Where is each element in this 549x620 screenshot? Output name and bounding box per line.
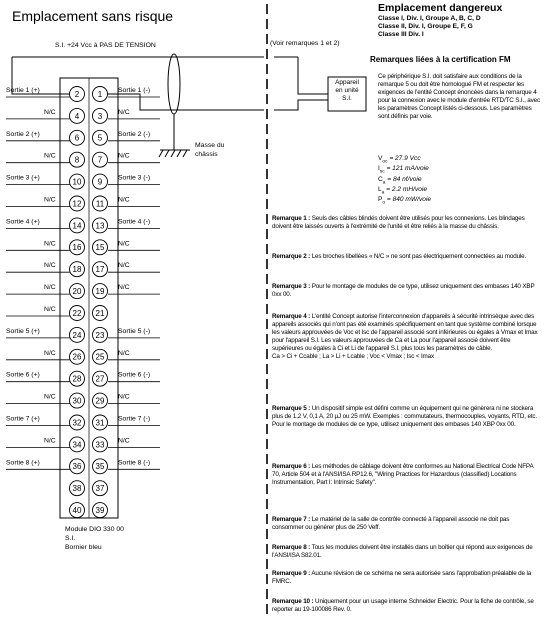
fm-parameter: $C_a = 84$ nf/voie (378, 175, 422, 185)
right-terminal-label: Sortie 5 (-) (118, 327, 151, 335)
remark-3: Remarque 3 : Pour le montage de modules de ce type, utilisez uniquement des embases 140 XBP 0xx 00. (272, 283, 535, 299)
terminal-number-25: 25 (95, 352, 105, 362)
right-terminal-label: Sortie 8 (-) (118, 459, 151, 467)
terminal-number-9: 9 (97, 177, 103, 187)
terminal-number-22: 22 (72, 308, 82, 318)
left-terminal-label: N/C (44, 306, 56, 313)
terminal-number-32: 32 (72, 418, 82, 428)
terminal-number-36: 36 (72, 462, 82, 472)
ground-label: Masse du châssis (195, 142, 225, 158)
terminal-number-38: 38 (72, 484, 82, 494)
left-terminal-label: N/C (44, 152, 56, 160)
terminal-number-37: 37 (95, 484, 105, 494)
left-terminal-label: N/C (44, 393, 56, 401)
left-terminal-label: Sortie 8 (+) (6, 459, 40, 467)
terminal-number-10: 10 (72, 177, 82, 187)
right-terminal-label: Sortie 2 (-) (118, 130, 151, 138)
class-line-1: Classe I, Div. I, Groupe A, B, C, D (378, 15, 481, 22)
remark-8: Remarque 8 : Tous les modules doivent être installés dans un boîtier qui répond aux exigences de l'ANSI/ISA S82.01. (272, 544, 533, 560)
see-notes-label: (Voir remarques 1 et 2) (270, 40, 340, 47)
right-terminal-label: N/C (118, 437, 130, 445)
module-label: Module DIO 330 00 (65, 526, 124, 533)
terminal-number-11: 11 (95, 199, 105, 209)
right-terminal-label: Sortie 3 (-) (118, 174, 151, 182)
remark-7: Remarque 7 : Le matériel de la salle de contrôle connecté à l'appareil associé ne doit pas consommer ou générer plus de 250 Veff. (272, 516, 510, 532)
terminal-number-20: 20 (72, 287, 82, 296)
terminal-number-15: 15 (95, 243, 105, 253)
right-terminal-label: N/C (118, 262, 130, 270)
right-terminal-label: N/C (118, 349, 130, 357)
terminal-number-16: 16 (72, 243, 82, 253)
terminal-number-18: 18 (72, 265, 82, 275)
terminal-number-29: 29 (95, 396, 105, 406)
device-box (328, 77, 366, 111)
fm-parameter: $V_{oc} = 27.9$ Vcc (378, 155, 421, 165)
terminal-number-21: 21 (95, 308, 105, 318)
terminal-number-23: 23 (95, 330, 105, 340)
left-terminal-label: Sortie 2 (+) (6, 130, 40, 138)
right-terminal-label: N/C (118, 108, 130, 116)
left-terminal-label: Sortie 3 (+) (6, 174, 40, 182)
left-terminal-label: Sortie 6 (+) (6, 371, 40, 379)
safe-zone-title: Emplacement sans risque (12, 8, 174, 24)
left-terminal-label: N/C (44, 108, 56, 116)
supply-label: S.I. +24 Vcc à PAS DE TENSION (55, 42, 156, 49)
left-terminal-label: N/C (44, 284, 56, 292)
terminal-number-24: 24 (72, 330, 82, 340)
class-line-3: Classe III Div. I (378, 31, 424, 38)
terminal-number-17: 17 (95, 265, 105, 275)
terminal-number-39: 39 (95, 506, 105, 515)
terminal-number-2: 2 (74, 89, 80, 99)
fm-parameter: $P_o = 840$ mW/voie (378, 196, 432, 206)
left-terminal-label: Sortie 1 (+) (6, 87, 40, 94)
terminal-number-14: 14 (72, 221, 82, 231)
fm-text: Ce périphérique S.I. doit satisfaire aux conditions de la remarque 5 ou doit être homologué FM et respecter les exigences de l'entité Concept énoncées dans la remarque 4 pour la connexion avec le module d'entrée RTD/TC S.I., avec les paramètres Concept listés ci-dessous. Les paramètres sont définis par voie. (378, 73, 540, 121)
fm-title: Remarques liées à la certification FM (370, 55, 511, 64)
bornier-label: Bornier bleu (65, 544, 102, 551)
right-terminal-label: Sortie 4 (-) (118, 218, 151, 226)
left-terminal-label: Sortie 7 (+) (6, 415, 40, 423)
remark-10: Remarque 10 : Uniquement pour un usage interne Schneider Electric. Pour la fiche de contrôle, se reporter au 19-100086 Rev. 0. (272, 598, 534, 614)
terminal-number-26: 26 (72, 352, 82, 362)
terminal-number-34: 34 (72, 440, 82, 450)
terminal-number-8: 8 (74, 155, 80, 165)
right-terminal-label: N/C (118, 284, 130, 292)
right-terminal-label: N/C (118, 196, 130, 204)
right-terminal-label: Sortie 7 (-) (118, 415, 151, 423)
right-terminal-label: N/C (118, 393, 130, 401)
device-wire-left (298, 57, 328, 94)
left-terminal-label: N/C (44, 437, 56, 445)
left-terminal-label: N/C (44, 349, 56, 357)
hazard-zone-title: Emplacement dangereux (378, 2, 503, 14)
left-terminal-label: N/C (44, 196, 56, 204)
terminal-number-6: 6 (74, 133, 80, 143)
ground-symbol (159, 150, 190, 157)
remark-2: Remarque 2 : Les broches libellées « N/C » ne sont pas électriquement connectées au module. (272, 253, 527, 260)
remark-9: Remarque 9 : Aucune révision de ce schéma ne sera autorisée sans l'approbation préalable de la FMRC. (272, 570, 532, 586)
terminal-number-40: 40 (72, 506, 82, 515)
device-wire-bottom (274, 100, 328, 110)
sortie1-minus-wire (108, 94, 264, 110)
cable-shield (168, 54, 180, 114)
right-terminal-label: Sortie 6 (-) (118, 371, 151, 379)
left-terminal-label: N/C (44, 240, 56, 248)
terminal-number-27: 27 (95, 374, 105, 384)
right-terminal-label: N/C (118, 240, 130, 248)
terminal-number-7: 7 (97, 155, 103, 165)
terminal-number-3: 3 (97, 111, 103, 121)
terminal-number-12: 12 (72, 199, 82, 209)
terminal-number-35: 35 (95, 462, 105, 472)
terminal-number-19: 19 (95, 287, 105, 296)
terminal-number-1: 1 (97, 89, 103, 99)
terminal-number-31: 31 (95, 418, 105, 428)
right-terminal-label: Sortie 1 (-) (118, 87, 151, 94)
fm-parameter: $I_{sc} = 121$ mA/voie (378, 165, 429, 175)
left-terminal-label: Sortie 5 (+) (6, 327, 40, 335)
device-box-label: Appareil en unité S.I. (335, 79, 359, 102)
terminal-number-4: 4 (74, 111, 80, 121)
terminal-number-13: 13 (95, 221, 105, 231)
remark-1: Remarque 1 : Seuls des câbles blindés doivent être utilisés pour les connexions. Les blindages doivent être laissés ouverts à l'extrémité de l'unité et être reliés à la masse du châssis. (272, 215, 525, 231)
class-line-2: Classe II, Div. I, Groupe E, F, G (378, 23, 473, 30)
terminal-number-33: 33 (95, 440, 105, 450)
remark-6: Remarque 6 : Les méthodes de câblage doivent être conformes au National Electrical Code NFPA 70, Article 504 et à l'ANSI/ISA RP12.6, "Wiring Practices for Hazardous (classified) Locations Instrumentation, Part I: Intrinsic Safety". (272, 463, 534, 487)
terminal-number-5: 5 (97, 133, 103, 143)
si-label: S.I. (65, 535, 76, 542)
right-terminal-label: N/C (118, 152, 130, 160)
remark-5: Remarque 5 : Un dispositif simple est défini comme un équipement qui ne génèrera ni ne stockera plus de 1,2 V, 0,1 A, 20 µJ ou 25 mW. Exemples : commutateurs, thermocouples, voyants, RTD, etc. Pour le montage de modules de ce type, utilisez uniquement des embases 140 XBP 0xx 00. (272, 405, 538, 429)
remark-4: Remarque 4 : L'entité Concept autorise l'interconnexion d'appareils à sécurité intrinsèque avec des appareils associés qui n'ont pas été examinés spécifiquement en tant que système combiné lorsque les valeurs approuvées de Voc et Isc de l'appareil associé sont inférieures ou égales à Vmax et Imax pour l'appareil S.I. Les valeurs approuvées de Ca et La pour l'appareil associé doivent être supérieures ou égales à Ci et Li de l'appareil S.I. plus tous les paramètres de câble. Ca > Ci + Ccable ; La > Li + Lcable ; Voc < Vmax ; Isc < Imax (272, 313, 538, 361)
fm-parameter: $L_a = 2.2$ mH/voie (378, 185, 428, 196)
left-terminal-label: Sortie 4 (+) (6, 218, 40, 226)
terminal-number-28: 28 (72, 374, 82, 384)
terminal-number-30: 30 (72, 396, 82, 406)
left-terminal-label: N/C (44, 262, 56, 270)
